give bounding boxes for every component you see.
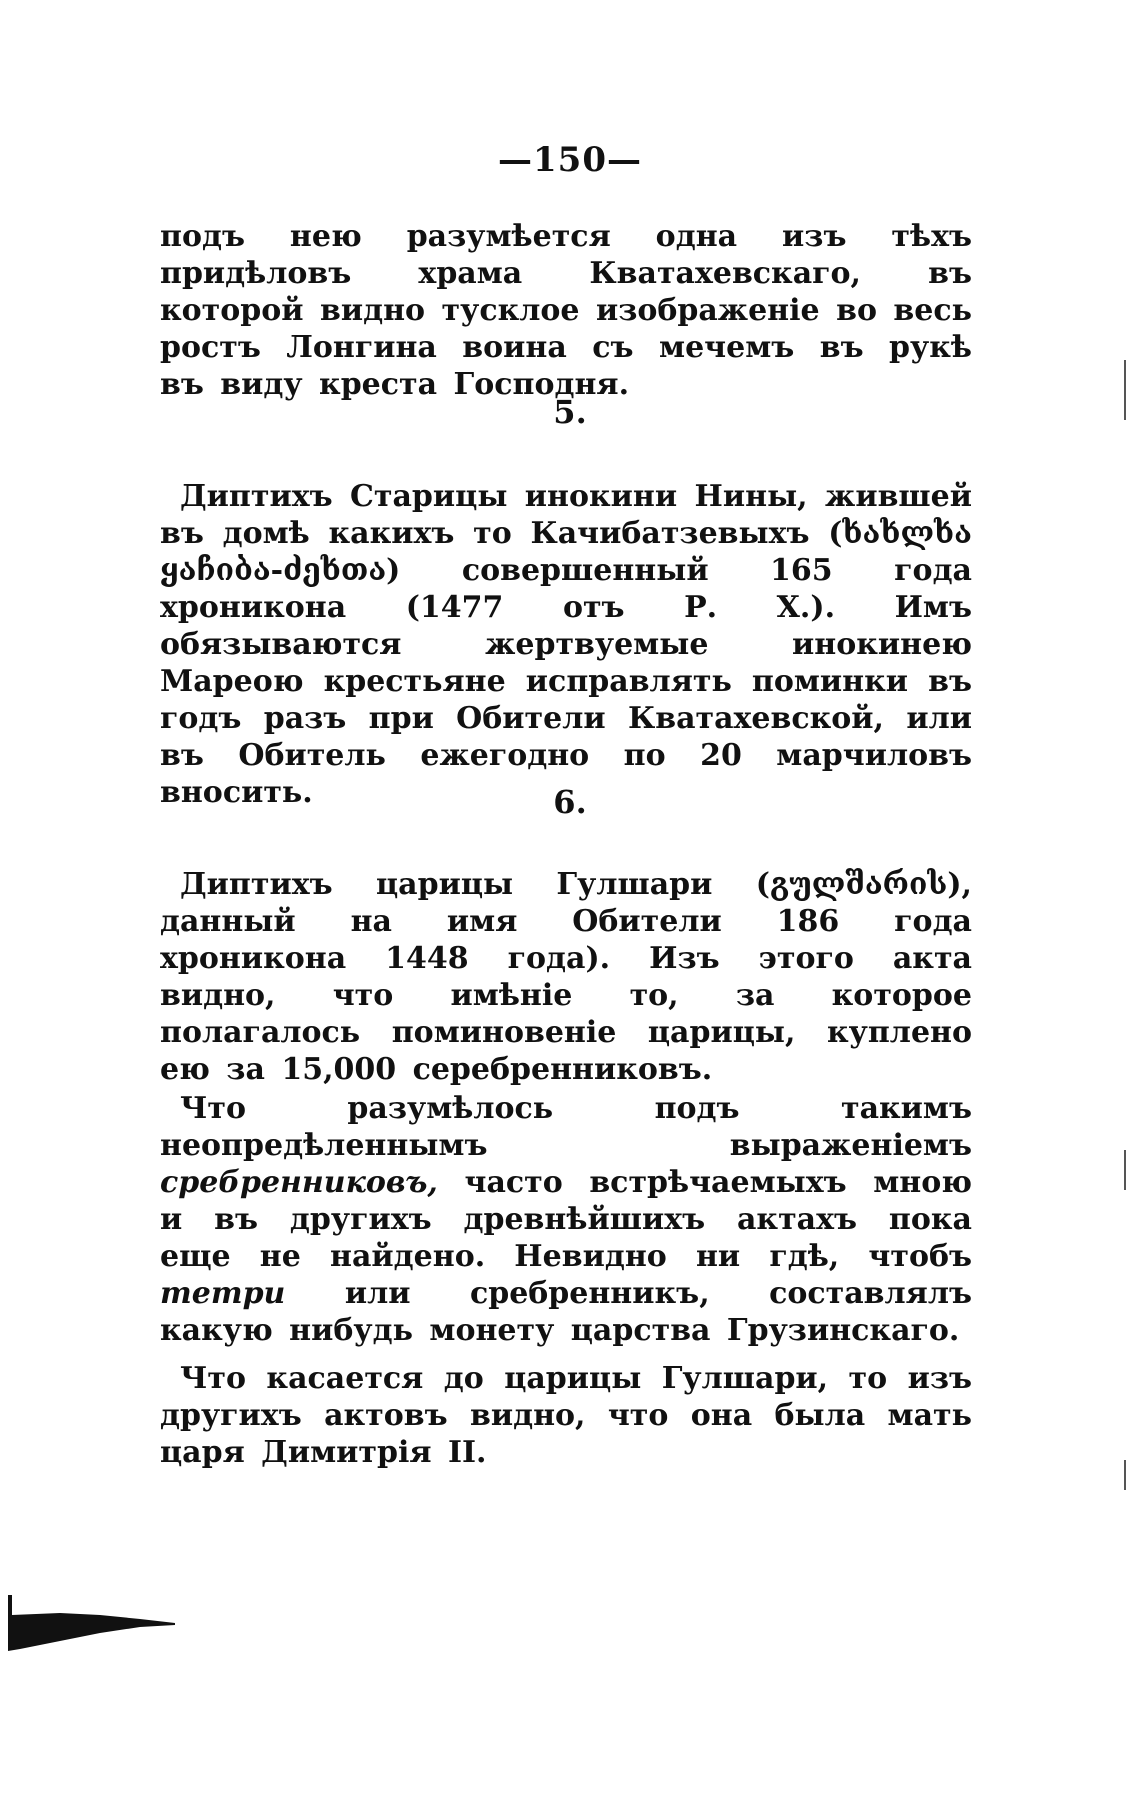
paragraph-5 bbox=[160, 1360, 972, 1471]
paragraph-4-part-c: или сребренникъ, составлялъ какую нибудь монету царства Грузинскаго. bbox=[160, 1276, 972, 1348]
page-number: —150— bbox=[498, 140, 642, 180]
paragraph-2 bbox=[160, 478, 972, 811]
paragraph-4-part-a: Что разумѣлось подъ такимъ неопредѣленнымъ выраженіемъ bbox=[160, 1091, 972, 1163]
paragraph-4-part-b: часто встрѣчаемыхъ мною и въ другихъ древнѣйшихъ актахъ пока еще не найдено. Невидно ни гдѣ, чтобъ bbox=[160, 1165, 972, 1274]
scan-edge-line-3 bbox=[1124, 1460, 1126, 1490]
paragraph-4 bbox=[160, 1090, 972, 1349]
scan-artifact-mark bbox=[0, 1595, 175, 1651]
paragraph-2-text: Диптихъ Старицы инокини Нины, жившей въ домѣ какихъ то Качибатзевыхъ (ხახლხა ყაჩიბა-ძეხთა) совершенный 165 года хроникона (1477 отъ Р. Х.). Имъ обязываются жертвуемые инокинею Мареою крестьяне исправлять поминки въ годъ разъ при Обители Кватахевской, или въ Обитель ежегодно по 20 марчиловъ вносить. bbox=[160, 479, 972, 810]
paragraph-1 bbox=[160, 218, 972, 403]
paragraph-1-text: подъ нею разумѣется одна изъ тѣхъ придѣловъ храма Кватахевскаго, въ которой видно тусклое изображеніе во весь ростъ Лонгина воина съ мечемъ въ рукѣ въ виду креста Господня. bbox=[160, 219, 972, 402]
section-6-heading-wrap bbox=[0, 783, 1140, 821]
paragraph-4-italic-2: тетри bbox=[160, 1276, 286, 1311]
paragraph-5-text: Что касается до царицы Гулшари, то изъ другихъ актовъ видно, что она была мать царя Димитрія II. bbox=[160, 1361, 972, 1470]
scan-edge-line-1 bbox=[1124, 360, 1126, 420]
section-5-heading: 5. bbox=[553, 393, 587, 431]
paragraph-3-text: Диптихъ царицы Гулшари (გულშარის), данный на имя Обители 186 года хроникона 1448 года). Изъ этого акта видно, что имѣніе то, за которое полагалось поминовеніе царицы, куплено ею за 15,000 серебренниковъ. bbox=[160, 867, 972, 1087]
paragraph-3 bbox=[160, 866, 972, 1088]
scan-edge-line-2 bbox=[1124, 1150, 1126, 1190]
paragraph-4-italic-1: сребренниковъ, bbox=[160, 1165, 438, 1200]
section-5-heading-wrap bbox=[0, 393, 1140, 431]
section-6-heading: 6. bbox=[553, 783, 587, 821]
paragraph-4-text bbox=[160, 1090, 972, 1349]
